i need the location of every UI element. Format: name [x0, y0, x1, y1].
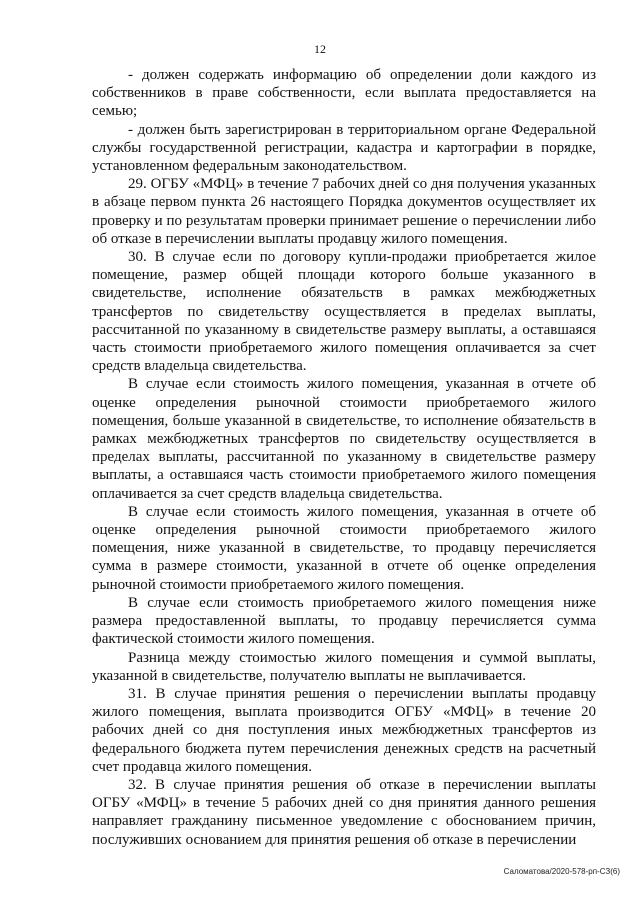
paragraph-clause-29: 29. ОГБУ «МФЦ» в течение 7 рабочих дней со дня получения указанных в абзаце первом пункта 26 настоящего Порядка документов осуществляет их проверку и по результатам проверки принимает решение о перечислении либо об отказе в перечислении выплаты продавцу жилого помещения. — [92, 176, 596, 247]
paragraph-below-payment: В случае если стоимость приобретаемого жилого помещения ниже размера предоставленной выплаты, то продавцу перечисляется сумма фактической стоимости жилого помещения. — [92, 594, 596, 648]
paragraph-registration: - должен быть зарегистрирован в территориальном органе Федеральной службы государственной регистрации, кадастра и картографии в порядке, установленном федеральным законодательством. — [92, 121, 596, 175]
paragraph-clause-31: 31. В случае принятия решения о перечислении выплаты продавцу жилого помещения, выплата производится ОГБУ «МФЦ» в течение 20 рабочих дней со дня поступления иных межбюджетных трансфертов из федерального бюджета путем перечисления денежных средств на расчетный счет продавца жилого помещения. — [92, 685, 596, 775]
page-number: 12 — [314, 42, 326, 56]
paragraph-difference: Разница между стоимостью жилого помещения и суммой выплаты, указанной в свидетельстве, получателю выплаты не выплачивается. — [92, 649, 596, 684]
paragraph-lower-cost: В случае если стоимость жилого помещения, указанная в отчете об оценке определения рыночной стоимости приобретаемого жилого помещения, ниже указанной в свидетельстве, то продавцу перечисляется сумма в размере стоимости, указанной в отчете об оценке определения рыночной стоимости приобретаемого жилого помещения. — [92, 503, 596, 593]
paragraph-clause-30: 30. В случае если по договору купли-продажи приобретается жилое помещение, размер общей площади которого больше указанного в свидетельстве, исполнение обязательств в рамках межбюджетных трансфертов по свидетельству осуществляется в пределах выплаты, рассчитанной по указанному в свидетельстве размеру выплаты, а оставшаяся часть стоимости приобретаемого жилого помещения оплачивается за счет средств владельца свидетельства. — [92, 249, 596, 375]
document-body — [92, 66, 596, 849]
paragraph-clause-32: 32. В случае принятия решения об отказе в перечислении выплаты ОГБУ «МФЦ» в течение 5 рабочих дней со дня принятия данного решения направляет гражданину письменное уведомление с обоснованием причин, послуживших основанием для принятия решения об отказе в перечислении — [92, 776, 596, 848]
document-footer-code: Саломатова/2020-578-рп-СЗ(6) — [503, 867, 620, 876]
paragraph-ownership-share: - должен содержать информацию об определении доли каждого из собственников в праве собственности, если выплата предоставляется на семью; — [92, 67, 596, 120]
paragraph-higher-cost: В случае если стоимость жилого помещения, указанная в отчете об оценке определения рыночной стоимости приобретаемого жилого помещения, больше указанной в свидетельстве, то исполнение обязательств в рамках межбюджетных трансфертов по свидетельству осуществляется в пределах выплаты, рассчитанной по указанному в свидетельстве размеру выплаты, а оставшаяся часть стоимости приобретаемого жилого помещения оплачивается за счет средств владельца свидетельства. — [92, 376, 596, 502]
